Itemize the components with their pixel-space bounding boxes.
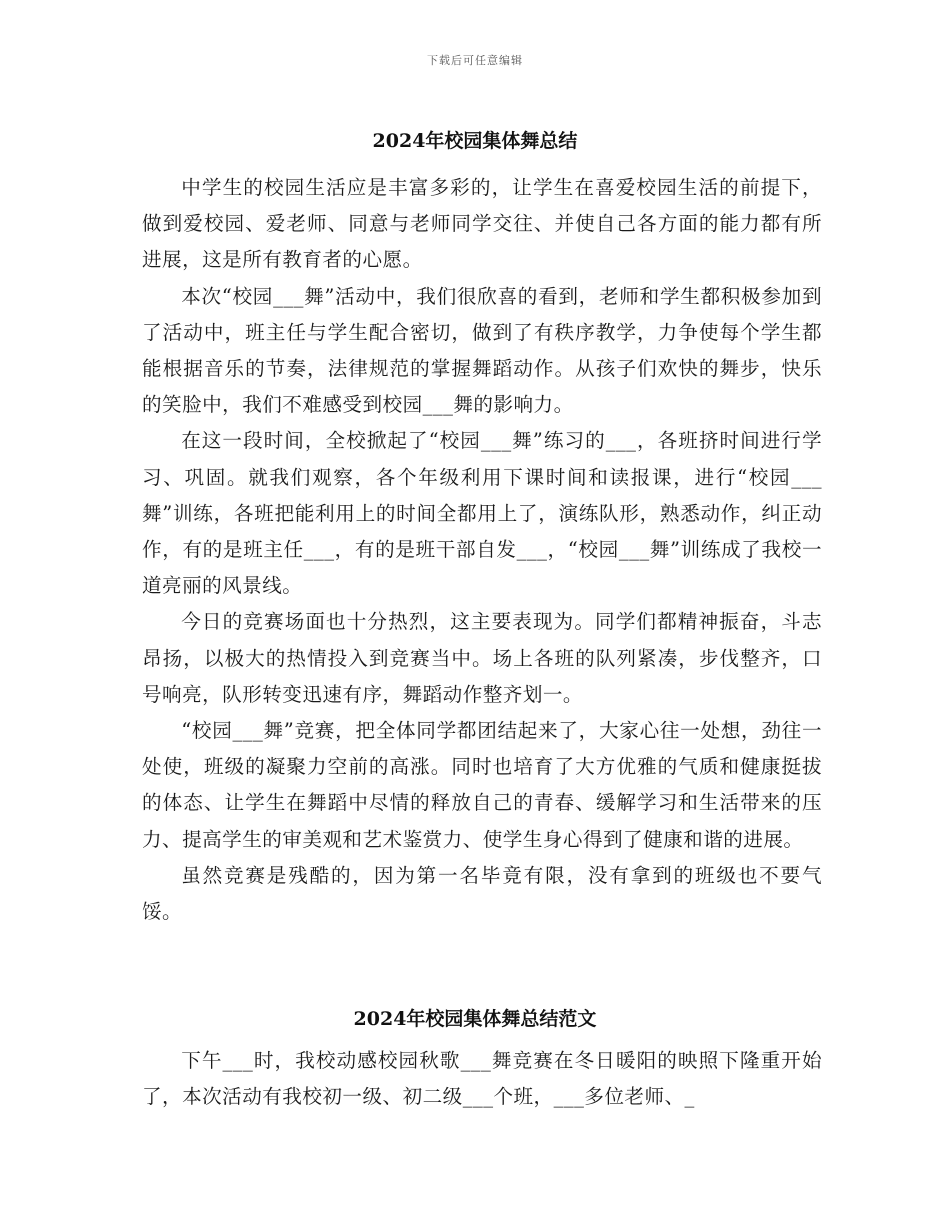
paragraph: 今日的竞赛场面也十分热烈，这主要表现为。同学们都精神振奋，斗志昂扬，以极大的热情投入到竞赛当中。场上各班的队列紧凑，步伐整齐，口号响亮，队形转变迅速有序，舞蹈动作整齐划一。 xyxy=(142,610,822,706)
paragraph: 下午___时，我校动感校园秋歌___舞竞赛在冬日暖阳的映照下隆重开始了，本次活动有我校初一级、初二级___个班，___多位老师、_ xyxy=(142,1049,822,1109)
section-body xyxy=(142,1043,822,1115)
paragraph: 中学生的校园生活应是丰富多彩的，让学生在喜爱校园生活的前提下，做到爱校园、爱老师、同意与老师同学交往、并使自己各方面的能力都有所进展，这是所有教育者的心愿。 xyxy=(142,176,822,272)
section-title: 2024年校园集体舞总结 xyxy=(372,130,578,152)
paragraph: 在这一段时间，全校掀起了“校园___舞”练习的___，各班挤时间进行学习、巩固。就我们观察，各个年级利用下课时间和读报课，进行“校园___舞”训练，各班把能利用上的时间全都用上了，演练队形，熟悉动作，纠正动作，有的是班主任___，有的是班干部自发___，“校园___舞”训练成了我校一道亮丽的风景线。 xyxy=(142,429,822,598)
header-note: 下载后可任意编辑 xyxy=(427,54,523,67)
paragraph: 虽然竞赛是残酷的，因为第一名毕竟有限，没有拿到的班级也不要气馁。 xyxy=(142,863,822,924)
section-body xyxy=(142,170,822,930)
section-title: 2024年校园集体舞总结范文 xyxy=(353,1008,597,1030)
paragraph: “校园___舞”竞赛，把全体同学都团结起来了，大家心往一处想，劲往一处使，班级的凝聚力空前的高涨。同时也培育了大方优雅的气质和健康挺拔的体态、让学生在舞蹈中尽情的释放自己的青春、缓解学习和生活带来的压力、提高学生的审美观和艺术鉴赏力、使学生身心得到了健康和谐的进展。 xyxy=(142,719,822,851)
paragraph: 本次“校园___舞”活动中，我们很欣喜的看到，老师和学生都积极参加到了活动中，班主任与学生配合密切，做到了有秩序教学，力争使每个学生都能根据音乐的节奏，法律规范的掌握舞蹈动作。从孩子们欢快的舞步，快乐的笑脸中，我们不难感受到校园___舞的影响力。 xyxy=(142,284,822,417)
